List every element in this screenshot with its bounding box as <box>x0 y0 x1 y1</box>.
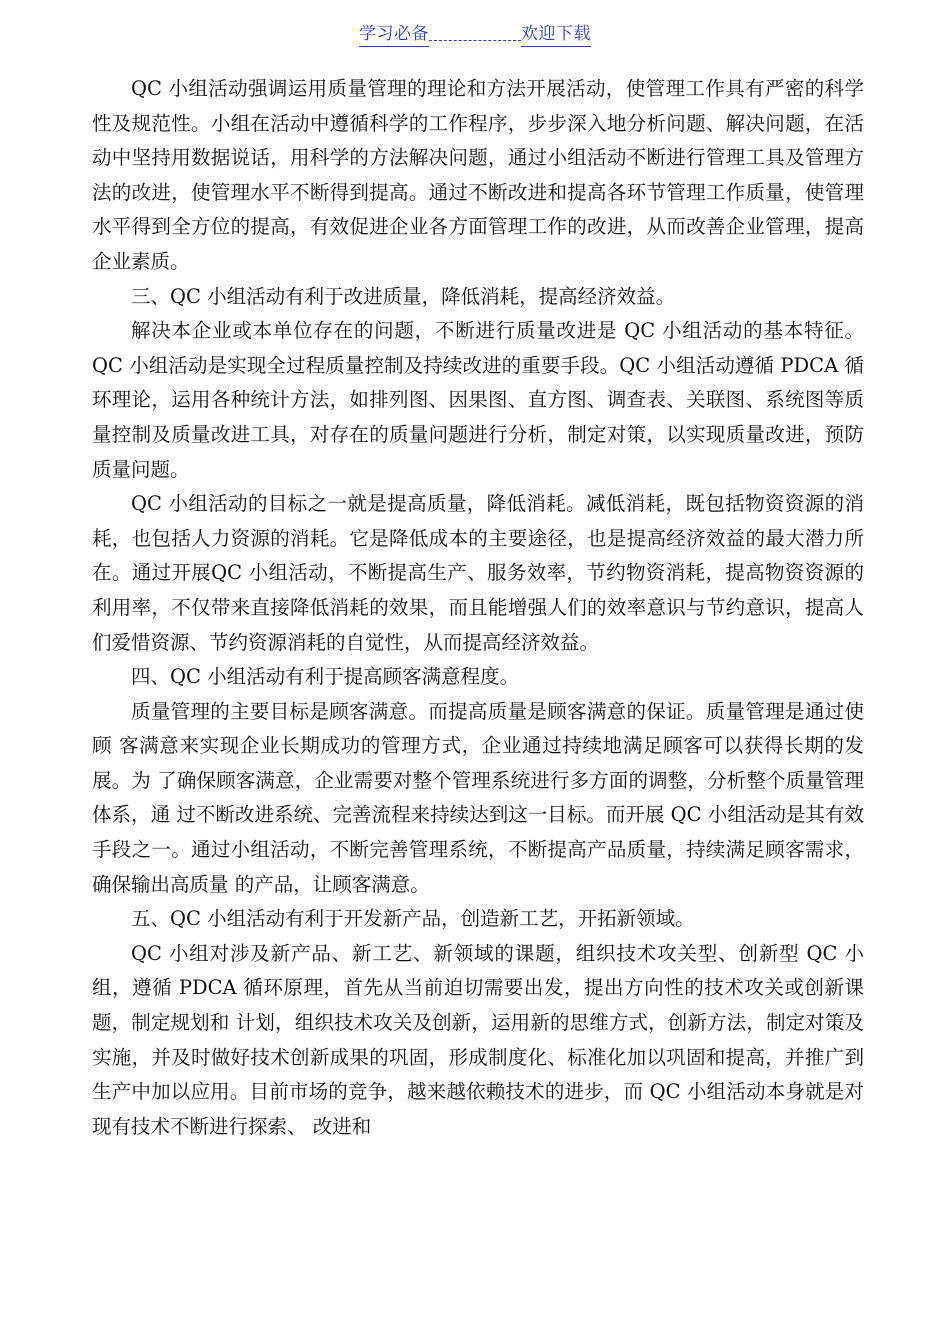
paragraph-intro: QC 小组活动强调运用质量管理的理论和方法开展活动，使管理工作具有严密的科学性及规范性。小组在活动中遵循科学的工作程序，步步深入地分析问题、解决问题，在活动中坚持用数据说话，用科学的方法解决问题，通过小组活动不断进行管理工具及管理方法的改进，使管理水平不断得到提高。通过不断改进和提高各环节管理工作质量，使管理水平得到全方位的提高，有效促进企业各方面管理工作的改进，从而改善企业管理，提高企业素质。 <box>92 77 864 273</box>
page-header <box>0 22 950 47</box>
paragraph-three-a: 解决本企业或本单位存在的问题，不断进行质量改进是 QC 小组活动的基本特征。QC 小组活动是实现全过程质量控制及持续改进的重要手段。QC 小组活动遵循 PDCA 循环理论，运用各种统计方法，如排列图、因果图、直方图、调查表、关联图、系统图等质量控制及质量改进工具，对存在的质量问题进行分析，制定对策，以实现质量改进，预防质量问题。 <box>92 319 864 481</box>
document-body <box>92 72 864 1144</box>
header-right-text: 欢迎下载 <box>521 22 591 47</box>
section-heading-four: 四、QC 小组活动有利于提高顾客满意程度。 <box>131 665 520 689</box>
section-heading-three: 三、QC 小组活动有利于改进质量，降低消耗，提高经济效益。 <box>131 284 676 308</box>
paragraph-five: QC 小组对涉及新产品、新工艺、新领域的课题，组织技术攻关型、创新型 QC 小组，遵循 PDCA 循环原理，首先从当前迫切需要出发，提出方向性的技术攻关或创新课题，制定规划和 计划，组织技术攻关及创新，运用新的思维方式，创新方法，制定对策及实施，并及时做好技术创新成果的巩固，形成制度化、标准化加以巩固和提高，并推广到生产中加以应用。目前市场的竞争，越来越依赖技术的进步，而 QC 小组活动本身就是对现有技术不断进行探索、 改进和 <box>92 941 864 1138</box>
paragraph-four: 质量管理的主要目标是顾客满意。而提高质量是顾客满意的保证。质量管理是通过使顾 客满意来实现企业长期成功的管理方式，企业通过持续地满足顾客可以获得长期的发展。为 了确保顾客满意，企业需要对整个管理系统进行多方面的调整，分析整个质量管理体系，通 过不断改进系统、完善流程来持续达到这一目标。而开展 QC 小组活动是其有效手段之一。通过小组活动，不断完善管理系统，不断提高产品质量，持续满足顾客需求，确保输出高质量 的产品，让顾客满意。 <box>92 699 864 896</box>
header-dashed-gap <box>429 22 521 41</box>
section-heading-five: 五、QC 小组活动有利于开发新产品，创造新工艺，开拓新领域。 <box>131 907 695 931</box>
paragraph-three-b: QC 小组活动的目标之一就是提高质量，降低消耗。减低消耗，既包括物资资源的消耗，也包括人力资源的消耗。它是降低成本的主要途径，也是提高经济效益的最大潜力所在。通过开展QC 小组活动，不断提高生产、服务效率，节约物资消耗，提高物资资源的利用率，不仅带来直接降低消耗的效果，而且能增强人们的效率意识与节约意识，提高人们爱惜资源、节约资源消耗的自觉性，从而提高经济效益。 <box>92 492 864 654</box>
header-left-text: 学习必备 <box>359 22 429 47</box>
